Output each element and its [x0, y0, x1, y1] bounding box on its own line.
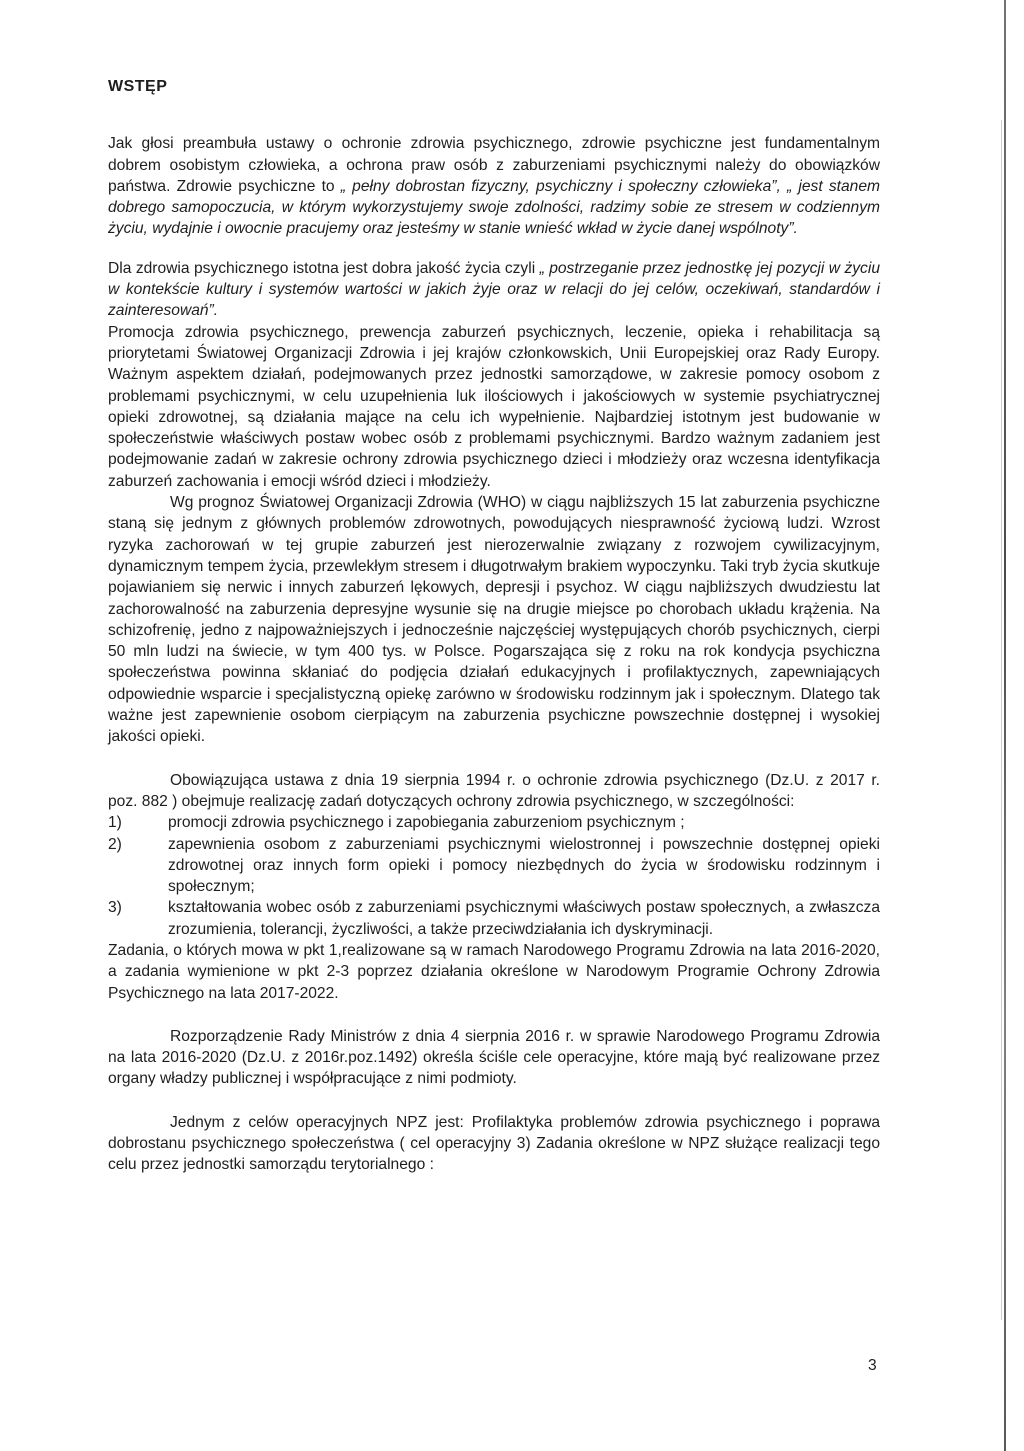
document-body [108, 76, 880, 1176]
npz-paragraph: Jednym z celów operacyjnych NPZ jest: Profilaktyka problemów zdrowia psychicznego i poprawa dobrostanu psychicznego społeczeństwa ( cel operacyjny 3) Zadania określone w NPZ służące realizacji tego celu przez jednostki samorządu terytorialnego : [108, 1113, 880, 1174]
quality-paragraph [108, 258, 880, 322]
tasks-paragraph: Zadania, o których mowa w pkt 1,realizowane są w ramach Narodowego Programu Zdrowia na lata 2016-2020, a zadania wymienione w pkt 2-3 poprzez działania określone w Narodowym Programie Ochrony Zdrowia Psychicznego na lata 2017-2022. [108, 941, 880, 1002]
intro-quote: „ pełny dobrostan fizyczny, psychiczny i społeczny człowieka”, „ jest stanem dobrego samopoczucia, w którym wykorzystujemy swoje zdolności, radzimy sobie ze stresem w codziennym życiu, wydajnie i owocnie pracujemy oraz jesteśmy w stanie wnieść wkład w życie danej wspólnoty”. [108, 177, 880, 238]
quality-text: Dla zdrowia psychicznego istotna jest dobra jakość życia czyli [108, 259, 540, 277]
intro-paragraph [108, 133, 880, 239]
section-heading: WSTĘP [108, 78, 168, 95]
who-paragraph: Wg prognoz Światowej Organizacji Zdrowia (WHO) w ciągu najbliższych 15 lat zaburzenia psychiczne staną się jednym z głównych problemów zdrowotnych, powodujących niesprawność życiową ludzi. Wzrost ryzyka zachorowań w tej grupie zaburzeń jest nierozerwalnie związany z rozwojem cywilizacyjnym, dynamicznym tempem życia, przewlekłym stresem i długotrwałym brakiem wypoczynku. Taki tryb życia skutkuje pojawianiem się nerwic i innych zaburzeń lękowych, depresji i psychoz. W ciągu najbliższych dwudziestu lat zachorowalność na zaburzenia depresyjne wysunie się na drugie miejsce po chorobach układu krążenia. Na schizofrenię, jedno z najpoważniejszych i jednocześnie najczęściej występujących chorób psychicznych, cierpi 50 mln ludzi na świecie, w tym 400 tys. w Polsce. Pogarszająca się z roku na rok kondycja psychiczna społeczeństwa powinna skłaniać do podjęcia działań edukacyjnych i profilaktycznych, zapewniających odpowiednie wsparcie i specjalistyczną opiekę zarówno w środowisku rodzinnym jak i społecznym. Dlatego tak ważne jest zapewnienie osobom cierpiącym na zaburzenia psychiczne powszechnie dostępnej i wysokiej jakości opieki. [108, 494, 880, 746]
quality-quote: „ postrzeganie przez jednostkę jej pozycji w życiu w kontekście kultury i systemów wartości w jakich żyje oraz w relacji do jej celów, oczekiwań, standardów i zainteresowań”. [108, 259, 880, 320]
list-item-number: 2) [108, 835, 122, 853]
list-item-number: 1) [108, 814, 122, 832]
promotion-paragraph: Promocja zdrowia psychicznego, prewencja zaburzeń psychicznych, leczenie, opieka i rehabilitacja są priorytetami Światowej Organizacji Zdrowia i jej krajów członkowskich, Unii Europejskiej oraz Rady Europy. Ważnym aspektem działań, podejmowanych przez jednostki samorządowe, w zakresie pomocy osobom z problemami psychicznymi, w celu uzupełnienia luk ilościowych i jakościowych w systemie psychiatrycznej opieki zdrowotnej, są działania mające na celu ich wypełnienie. Najbardziej istotnym jest budowanie w społeczeństwie właściwych postaw wobec osób z problemami psychicznymi. Bardzo ważnym zadaniem jest podejmowanie zadań w zakresie ochrony zdrowia psychicznego dzieci i młodzieży oraz wczesna identyfikacja zaburzeń zachowania i emocji wśród dzieci i młodzieży. [108, 323, 880, 490]
intro-text: Jak głosi preambuła ustawy o ochronie zdrowia psychicznego, zdrowie psychiczne jest fundamentalnym dobrem osobistym człowieka, a ochrona praw osób z zaburzeniami psychicznymi należy do obowiązków państwa. Zdrowie psychiczne to [108, 135, 880, 195]
scan-edge-line [1004, 0, 1006, 1451]
law-intro-paragraph: Obowiązująca ustawa z dnia 19 sierpnia 1994 r. o ochronie zdrowia psychicznego (Dz.U. z 2017 r. poz. 882 ) obejmuje realizację zadań dotyczących ochrony zdrowia psychicznego, w szczególności: [108, 771, 880, 810]
list-item-number: 3) [108, 899, 122, 917]
list-item-text: kształtowania wobec osób z zaburzeniami psychicznymi właściwych postaw społecznych, a zwłaszcza zrozumienia, tolerancji, życzliwości, a także przeciwdziałania ich dyskryminacji. [168, 899, 880, 938]
list-item-text: promocji zdrowia psychicznego i zapobiegania zaburzeniom psychicznym ; [168, 814, 685, 832]
list-item [108, 812, 880, 833]
law-list [108, 812, 880, 940]
list-item-text: zapewnienia osobom z zaburzeniami psychicznymi wielostronnej i powszechnie dostępnej opieki zdrowotnej oraz innych form opieki i pomocy niezbędnych do życia w środowisku rodzinnym i społecznym; [168, 835, 880, 896]
list-item [108, 897, 880, 940]
regulation-paragraph: Rozporządzenie Rady Ministrów z dnia 4 sierpnia 2016 r. w sprawie Narodowego Programu Zdrowia na lata 2016-2020 (Dz.U. z 2016r.poz.1492) określa ściśle cele operacyjne, które mają być realizowane przez organy władzy publicznej i współpracujące z nimi podmioty. [108, 1027, 880, 1088]
page-number: 3 [868, 1357, 877, 1374]
list-item [108, 834, 880, 898]
scan-edge-line-secondary [1001, 120, 1002, 1320]
